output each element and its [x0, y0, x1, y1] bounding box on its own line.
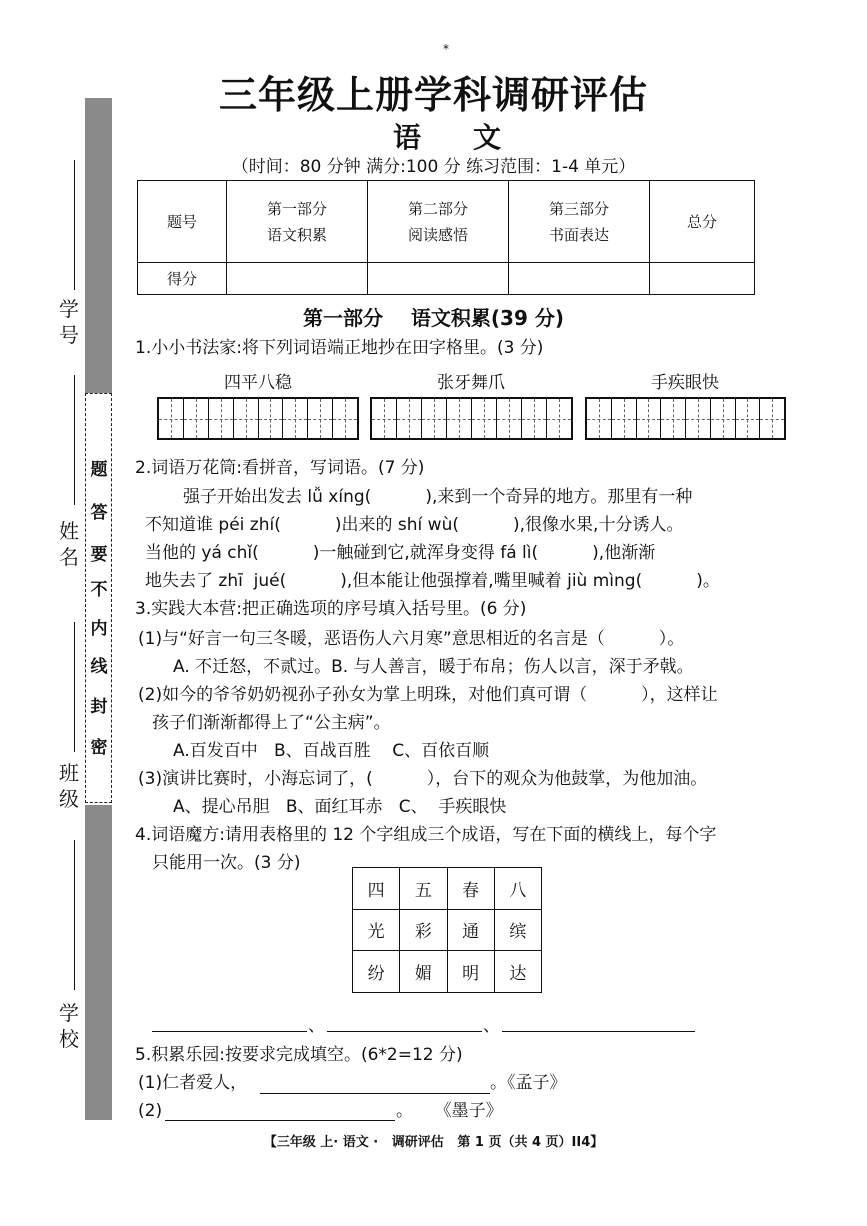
q5-item-suffix: 。 《墨子》	[396, 1101, 503, 1121]
seal-char: 题	[90, 460, 108, 480]
grid-char: 通	[447, 909, 494, 951]
subject-title	[393, 116, 501, 156]
q2-line: 不知道谁 péi zhí( )出来的 shí wù( ),很像水果,十分诱人。	[145, 515, 684, 535]
seal-char: 内	[90, 619, 108, 639]
q3-stem: 3.实践大本营:把正确选项的序号填入括号里。(6 分)	[135, 599, 527, 619]
class-line[interactable]	[74, 622, 75, 752]
q5-answer-line[interactable]	[165, 1120, 395, 1121]
grid-char: 纷	[353, 951, 400, 993]
page-footer: 【三年级 上· 语文 · 调研评估 第 1 页（共 4 页）II4】	[263, 1135, 604, 1150]
total-input-cell[interactable]	[650, 263, 755, 295]
part-header-cell: 第二部分 阅读感悟	[368, 181, 509, 263]
score-input-cell[interactable]	[227, 263, 368, 295]
q3-item-cont: 孩子们渐渐都得上了“公主病”。	[152, 713, 391, 733]
q4-separator: 、	[483, 1016, 500, 1036]
grid-char: 五	[400, 868, 447, 910]
word-magic-grid	[352, 867, 542, 993]
q2-line: 强子开始出发去 lǚ xíng( ),来到一个奇异的地方。那里有一种	[183, 487, 693, 507]
q3-options: A、提心吊胆 B、面红耳赤 C、 手疾眼快	[173, 797, 507, 817]
binding-bar-bottom	[85, 805, 112, 1120]
q3-options: A. 不迁怒，不贰过。B. 与人善言，暖于布帛；伤人以言，深于矛戟。	[173, 657, 694, 677]
top-mark: *	[443, 42, 449, 56]
q4-separator: 、	[308, 1016, 325, 1036]
q5-stem: 5.积累乐园:按要求完成填空。(6*2=12 分)	[135, 1045, 463, 1065]
q2-line: 地失去了 zhī jué( ),但本能让他强撑着,嘴里喊着 jiù mìng( )。	[145, 571, 720, 591]
q4-stem: 4.词语魔方:请用表格里的 12 个字组成三个成语，写在下面的横线上，每个字	[135, 825, 717, 845]
exam-meta: （时间：80 分钟 满分:100 分 练习范围：1-4 单元）	[231, 157, 636, 177]
total-header-cell: 总分	[650, 181, 755, 263]
seal-char: 不	[90, 580, 108, 600]
score-input-cell[interactable]	[509, 263, 650, 295]
subject-char: 语	[393, 121, 422, 154]
q1-word: 四平八稳	[224, 373, 292, 393]
q4-stem-cont: 只能用一次。(3 分)	[152, 853, 301, 873]
seal-char: 要	[90, 545, 108, 565]
q2-stem: 2.词语万花筒:看拼音，写词语。(7 分)	[135, 458, 425, 478]
q3-item: (3)演讲比赛时，小海忘词了，( ），台下的观众为他鼓掌，为他加油。	[138, 769, 708, 789]
q1-stem: 1.小小书法家:将下列词语端正地抄在田字格里。(3 分)	[135, 338, 544, 358]
subject-char: 文	[473, 121, 502, 154]
class-label: 班级	[59, 761, 79, 811]
grid-char: 明	[447, 951, 494, 993]
q2-line: 当他的 yá chǐ( )一触碰到它,就浑身变得 fá lì( ),他渐渐	[145, 543, 656, 563]
school-label: 学校	[59, 1001, 79, 1051]
q4-answer-line[interactable]	[152, 1031, 307, 1032]
student-id-line[interactable]	[74, 160, 75, 290]
seal-char: 封	[90, 697, 108, 717]
tianzige-grid[interactable]	[585, 397, 786, 440]
q5-item-suffix: 。《孟子》	[490, 1073, 567, 1093]
q3-item: (1)与“好言一句三冬暖，恶语伤人六月寒”意思相近的名言是（ ）。	[138, 629, 685, 649]
grid-char: 春	[447, 868, 494, 910]
q4-answer-line[interactable]	[502, 1031, 695, 1032]
seal-char: 密	[90, 738, 108, 758]
q3-options: A.百发百中 B、百战百胜 C、百依百顺	[173, 741, 490, 761]
q3-item: (2)如今的爷爷奶奶视孙子孙女为掌上明珠，对他们真可谓（ ），这样让	[138, 685, 718, 705]
binding-bar-top	[85, 98, 112, 393]
tianzige-grid[interactable]	[370, 397, 573, 440]
seal-char: 线	[90, 657, 108, 677]
grid-char: 四	[353, 868, 400, 910]
grid-char: 媚	[400, 951, 447, 993]
score-table	[137, 180, 755, 295]
page-title: 三年级上册学科调研评估	[218, 73, 648, 117]
name-label: 姓名	[59, 519, 79, 569]
grid-char: 缤	[494, 909, 541, 951]
grid-char: 八	[494, 868, 541, 910]
q5-item-prefix: (1)仁者爱人，	[138, 1073, 248, 1093]
seal-char: 答	[90, 503, 108, 523]
student-id-label: 学号	[59, 297, 79, 347]
row-header-cell: 题号	[138, 181, 227, 263]
tianzige-grid[interactable]	[157, 397, 359, 440]
q1-word: 手疾眼快	[651, 373, 719, 393]
part-header-cell: 第三部分 书面表达	[509, 181, 650, 263]
q1-word: 张牙舞爪	[437, 373, 505, 393]
q5-item-prefix: (2)	[138, 1101, 163, 1121]
grid-char: 达	[494, 951, 541, 993]
score-input-cell[interactable]	[368, 263, 509, 295]
q4-answer-line[interactable]	[327, 1031, 482, 1032]
grid-char: 光	[353, 909, 400, 951]
name-line[interactable]	[74, 375, 75, 505]
q5-answer-line[interactable]	[260, 1093, 490, 1094]
section-title: 第一部分 语文积累(39 分)	[303, 306, 564, 330]
score-label-cell: 得分	[138, 263, 227, 295]
part-header-cell: 第一部分 语文积累	[227, 181, 368, 263]
school-line[interactable]	[74, 840, 75, 990]
grid-char: 彩	[400, 909, 447, 951]
